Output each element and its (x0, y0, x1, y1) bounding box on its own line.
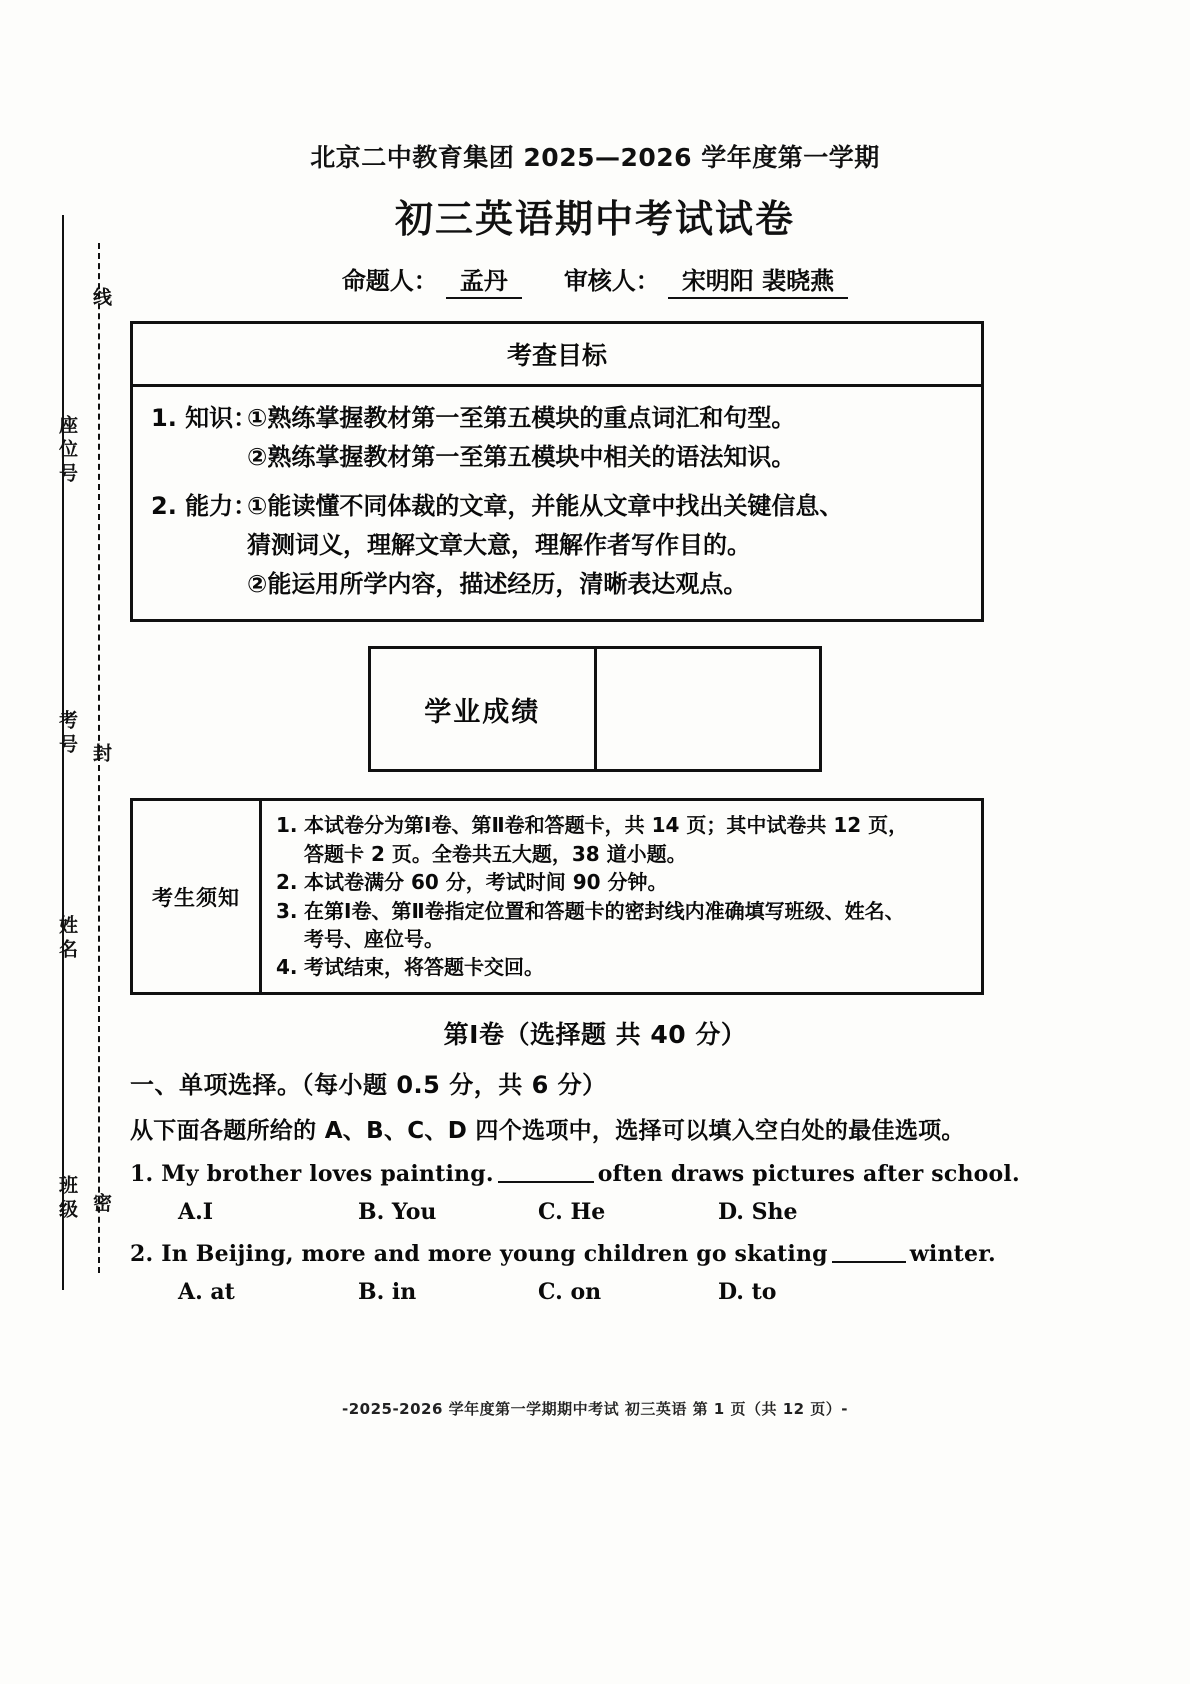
notice-text-line: 本试卷满分 60 分，考试时间 90 分钟。 (304, 870, 668, 895)
notice-label: 考生须知 (133, 801, 262, 991)
notice-text (304, 897, 971, 954)
section-heading-multiple-choice: 一、单项选择。（每小题 0.5 分，共 6 分） (130, 1070, 607, 1099)
notice-number: 4. (276, 955, 298, 980)
setter-value: 孟丹 (446, 261, 522, 299)
notice-text-cont: 考号、座位号。 (304, 926, 444, 951)
seal-label-name: 姓名 (56, 915, 78, 963)
exam-title: 初三英语期中考试试卷 (394, 197, 795, 241)
option-b[interactable]: B. in (358, 1278, 417, 1305)
notice-number: 2. (276, 870, 298, 895)
notice-text-line: 在第Ⅰ卷、第Ⅱ卷指定位置和答题卡的密封线内准确填写班级、姓名、 (304, 898, 905, 923)
notice-text (304, 868, 971, 896)
answer-blank[interactable] (832, 1261, 906, 1263)
notice-item (276, 897, 971, 954)
seal-label-exam-no: 考号 (56, 710, 78, 758)
objective-line: ①熟练掌握教材第一至第五模块的重点词汇和句型。 (247, 404, 796, 432)
school-term-line: 北京二中教育集团 2025—2026 学年度第一学期 (310, 143, 880, 172)
answer-blank[interactable] (498, 1181, 594, 1183)
notice-item (276, 868, 971, 896)
question-options (130, 1199, 1060, 1225)
notice-item (276, 811, 971, 868)
question-stem (130, 1241, 1060, 1267)
objective-item-ability (151, 487, 963, 604)
notice-number: 3. (276, 898, 298, 923)
question-options (130, 1279, 1060, 1305)
notice-text (304, 811, 971, 868)
sealing-line-margin (40, 215, 130, 1315)
setter-label: 命题人： (341, 267, 438, 295)
section-instruction: 从下面各题所给的 A、B、C、D 四个选项中，选择可以填入空白处的最佳选项。 (130, 1117, 965, 1144)
objectives-title: 考查目标 (133, 324, 981, 387)
question-stem (130, 1161, 1060, 1187)
reviewer-value: 宋明阳 裴晓燕 (668, 261, 848, 299)
option-c[interactable]: C. on (538, 1278, 602, 1305)
notice-number: 1. (276, 813, 298, 838)
part-one-title: 第Ⅰ卷（选择题 共 40 分） (443, 1019, 747, 1049)
notice-text-line: 考试结束，将答题卡交回。 (304, 955, 544, 980)
objective-label-ability: 2. 能力： (151, 491, 258, 520)
academic-score-box (368, 646, 822, 772)
question-2 (130, 1241, 1060, 1305)
question-stem-before: 1. My brother loves painting. (130, 1160, 494, 1187)
option-a[interactable]: A. at (178, 1278, 235, 1305)
objective-line: 猜测词义，理解文章大意，理解作者写作目的。 (247, 530, 751, 559)
objective-item-knowledge (151, 399, 963, 477)
objectives-body (133, 387, 981, 619)
notice-list (262, 801, 981, 991)
objective-label-knowledge: 1. 知识： (151, 404, 258, 432)
seal-label-seat-no: 座位号 (56, 415, 78, 487)
question-stem-before: 2. In Beijing, more and more young children go skating (130, 1240, 828, 1267)
question-stem-after: winter. (909, 1240, 996, 1267)
score-value-field[interactable] (597, 649, 820, 769)
objective-line: ②熟练掌握教材第一至第五模块中相关的语法知识。 (247, 442, 796, 471)
notice-text-line: 本试卷分为第Ⅰ卷、第Ⅱ卷和答题卡，共 14 页；其中试卷共 12 页， (304, 813, 909, 838)
objective-line: ②能运用所学内容，描述经历，清晰表达观点。 (247, 569, 748, 598)
option-a[interactable]: A.I (178, 1198, 214, 1225)
seal-label-secret: 密 (90, 1193, 112, 1217)
seal-label-seal: 封 (90, 743, 112, 767)
exam-objectives-box (130, 321, 984, 622)
question-1 (130, 1161, 1060, 1225)
candidate-notice-box (130, 798, 984, 994)
notice-text-cont: 答题卡 2 页。全卷共五大题，38 道小题。 (304, 841, 687, 866)
seal-label-class: 班级 (56, 1175, 78, 1223)
option-d[interactable]: D. to (718, 1278, 777, 1305)
notice-item (276, 953, 971, 981)
objective-lines-ability (247, 487, 963, 604)
option-d[interactable]: D. She (718, 1198, 798, 1225)
objective-lines-knowledge (247, 399, 963, 477)
option-c[interactable]: C. He (538, 1198, 606, 1225)
seal-label-line: 线 (90, 287, 112, 311)
notice-text (304, 953, 971, 981)
objective-line: ①能读懂不同体裁的文章，并能从文章中找出关键信息、 (247, 491, 844, 520)
page-footer: -2025-2026 学年度第一学期期中考试 初三英语 第 1 页（共 12 页）- (341, 1400, 849, 1418)
option-b[interactable]: B. You (358, 1198, 437, 1225)
reviewer-label: 审核人： (563, 267, 660, 295)
paper-content (130, 0, 1060, 1305)
question-stem-after: often draws pictures after school. (597, 1160, 1020, 1187)
score-box-wrapper (130, 646, 1060, 772)
credits-line (130, 261, 1060, 299)
score-label: 学业成绩 (371, 649, 597, 769)
